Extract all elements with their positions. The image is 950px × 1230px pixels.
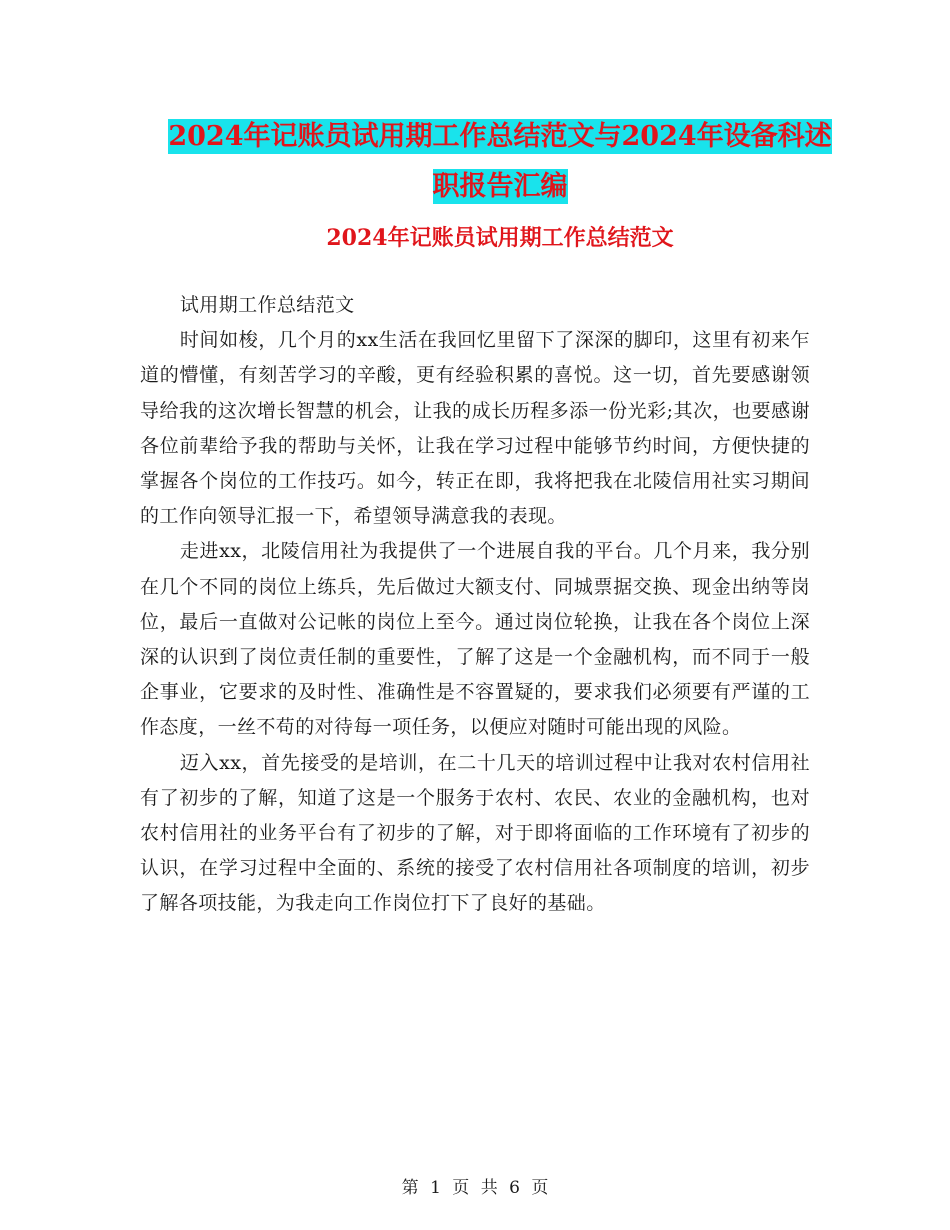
document-body: [140, 288, 810, 922]
page-footer: 第 1 页 共 6 页: [401, 1178, 549, 1198]
paragraph: 走进xx，北陵信用社为我提供了一个进展自我的平台。几个月来，我分别在几个不同的岗位上练兵，先后做过大额支付、同城票据交换、现金出纳等岗位，最后一直做对公记帐的岗位上至今。通过岗位轮换，让我在各个岗位上深深的认识到了岗位责任制的重要性，了解了这是一个金融机构，而不同于一般企事业，它要求的及时性、准确性是不容置疑的，要求我们必须要有严谨的工作态度，一丝不苟的对待每一项任务，以便应对随时可能出现的风险。: [140, 540, 810, 739]
document-title-line2: 职报告汇编: [432, 171, 568, 202]
document-title-line1: 2024年记账员试用期工作总结范文与2024年设备科述: [168, 121, 832, 152]
paragraph-heading: 试用期工作总结范文: [179, 294, 355, 316]
paragraph: 迈入xx，首先接受的是培训，在二十几天的培训过程中让我对农村信用社有了初步的了解，知道了这是一个服务于农村、农民、农业的金融机构，也对农村信用社的业务平台有了初步的了解，对于即将面临的工作环境有了初步的认识，在学习过程中全面的、系统的接受了农村信用社各项制度的培训，初步了解各项技能，为我走向工作岗位打下了良好的基础。: [140, 751, 810, 915]
section-title: 2024年记账员试用期工作总结范文: [326, 225, 674, 251]
document-title: [140, 112, 860, 212]
paragraph: 时间如梭，几个月的xx生活在我回忆里留下了深深的脚印，这里有初来乍道的懵懂，有刻苦学习的辛酸，更有经验积累的喜悦。这一切，首先要感谢领导给我的这次增长智慧的机会，让我的成长历程多添一份光彩;其次，也要感谢各位前辈给予我的帮助与关怀，让我在学习过程中能够节约时间，方便快捷的掌握各个岗位的工作技巧。如今，转正在即，我将把我在北陵信用社实习期间的工作向领导汇报一下，希望领导满意我的表现。: [140, 329, 810, 528]
